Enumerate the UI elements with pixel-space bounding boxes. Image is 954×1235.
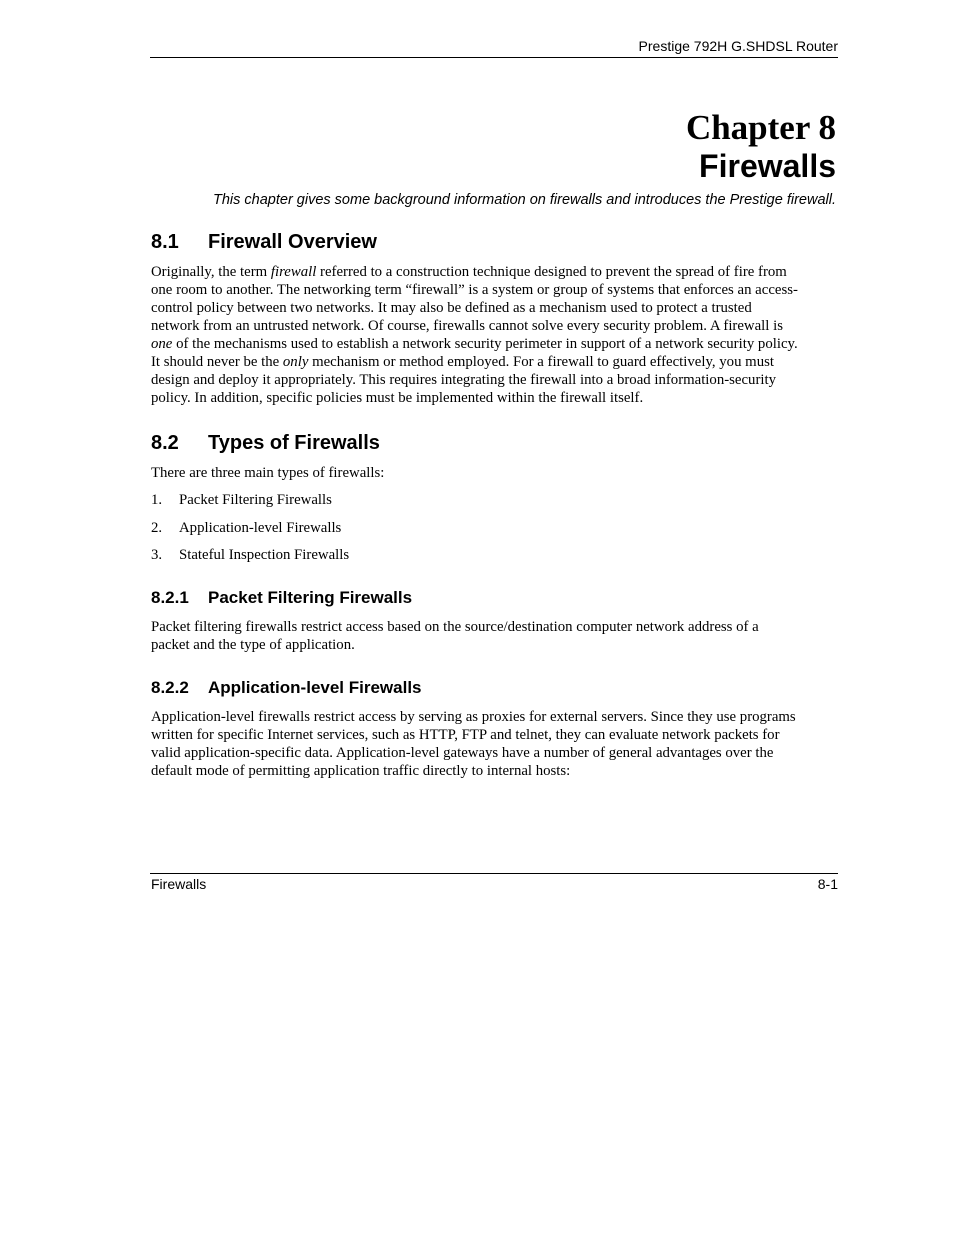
chapter-number: Chapter 8 xyxy=(685,108,836,147)
section-heading-8-2-1 xyxy=(151,588,412,608)
text-line: network from an untrusted network. Of course, firewalls cannot solve every security problem. A firewall is xyxy=(151,318,783,334)
list-item-text: Application-level Firewalls xyxy=(179,520,342,536)
text-line: Packet filtering firewalls restrict access based on the source/destination computer network address of a xyxy=(151,619,759,635)
paragraph-application-level xyxy=(151,708,839,780)
section-number: 8.2.1 xyxy=(151,588,189,607)
list-marker: 2. xyxy=(151,520,163,536)
text-line: control policy between two networks. It may also be defined as a mechanism used to protect a trusted xyxy=(151,300,752,316)
text-line xyxy=(151,353,839,371)
section-title: Firewall Overview xyxy=(208,231,377,253)
paragraph-types-intro: There are three main types of firewalls: xyxy=(151,465,385,481)
section-title: Application-level Firewalls xyxy=(208,678,422,697)
text-line: Application-level firewalls restrict access by serving as proxies for external servers. Since they use programs xyxy=(151,709,796,725)
text-span: Originally, the term xyxy=(151,264,271,280)
footer-page-number: 8-1 xyxy=(817,876,838,892)
section-heading-8-2-2 xyxy=(151,678,422,698)
text-line: packet and the type of application. xyxy=(151,637,355,653)
text-line: default mode of permitting application traffic directly to internal hosts: xyxy=(151,763,571,779)
list-item-text: Stateful Inspection Firewalls xyxy=(179,547,350,563)
text-line: design and deploy it appropriately. This requires integrating the firewall into a broad information-security xyxy=(151,372,776,388)
section-number: 8.2 xyxy=(151,432,179,454)
paragraph-packet-filtering xyxy=(151,618,839,654)
section-heading-8-2 xyxy=(151,431,380,455)
text-span: referred to a construction technique designed to prevent the spread of fire from xyxy=(316,264,787,280)
text-line: written for specific Internet services, such as HTTP, FTP and telnet, they can evaluate network packets for xyxy=(151,727,780,743)
text-line: valid application-specific data. Application-level gateways have a number of general advantages over the xyxy=(151,745,774,761)
list-item xyxy=(151,491,332,509)
chapter-title: Firewalls xyxy=(699,148,836,184)
list-marker: 1. xyxy=(151,492,163,508)
list-item-text: Packet Filtering Firewalls xyxy=(179,492,332,508)
section-title: Packet Filtering Firewalls xyxy=(208,588,413,607)
text-span: mechanism or method employed. For a firewall to guard effectively, you must xyxy=(308,354,774,370)
italic-term: one xyxy=(151,336,173,352)
paragraph-firewall-overview xyxy=(151,263,839,407)
chapter-intro: This chapter gives some background information on firewalls and introduces the Prestige firewall. xyxy=(212,192,836,208)
text-span: of the mechanisms used to establish a network security perimeter in support of a network security policy. xyxy=(172,336,798,352)
header-rule xyxy=(150,57,838,58)
italic-term: only xyxy=(282,354,309,370)
list-marker: 3. xyxy=(151,547,163,563)
section-number: 8.1 xyxy=(151,231,179,253)
footer-rule xyxy=(150,873,838,874)
section-heading-8-1 xyxy=(151,230,377,254)
text-line xyxy=(151,263,839,281)
text-span: It should never be the xyxy=(151,354,283,370)
text-line: policy. In addition, specific policies must be implemented within the firewall itself. xyxy=(151,390,644,406)
list-item xyxy=(151,519,341,537)
footer-chapter-name: Firewalls xyxy=(151,876,207,892)
italic-term: firewall xyxy=(270,264,317,280)
list-item xyxy=(151,546,349,564)
section-number: 8.2.2 xyxy=(151,678,189,697)
text-line: one room to another. The networking term “firewall” is a system or group of systems that enforces an access- xyxy=(151,282,798,298)
section-title: Types of Firewalls xyxy=(208,432,380,454)
running-header: Prestige 792H G.SHDSL Router xyxy=(638,38,838,54)
text-line xyxy=(151,335,839,353)
